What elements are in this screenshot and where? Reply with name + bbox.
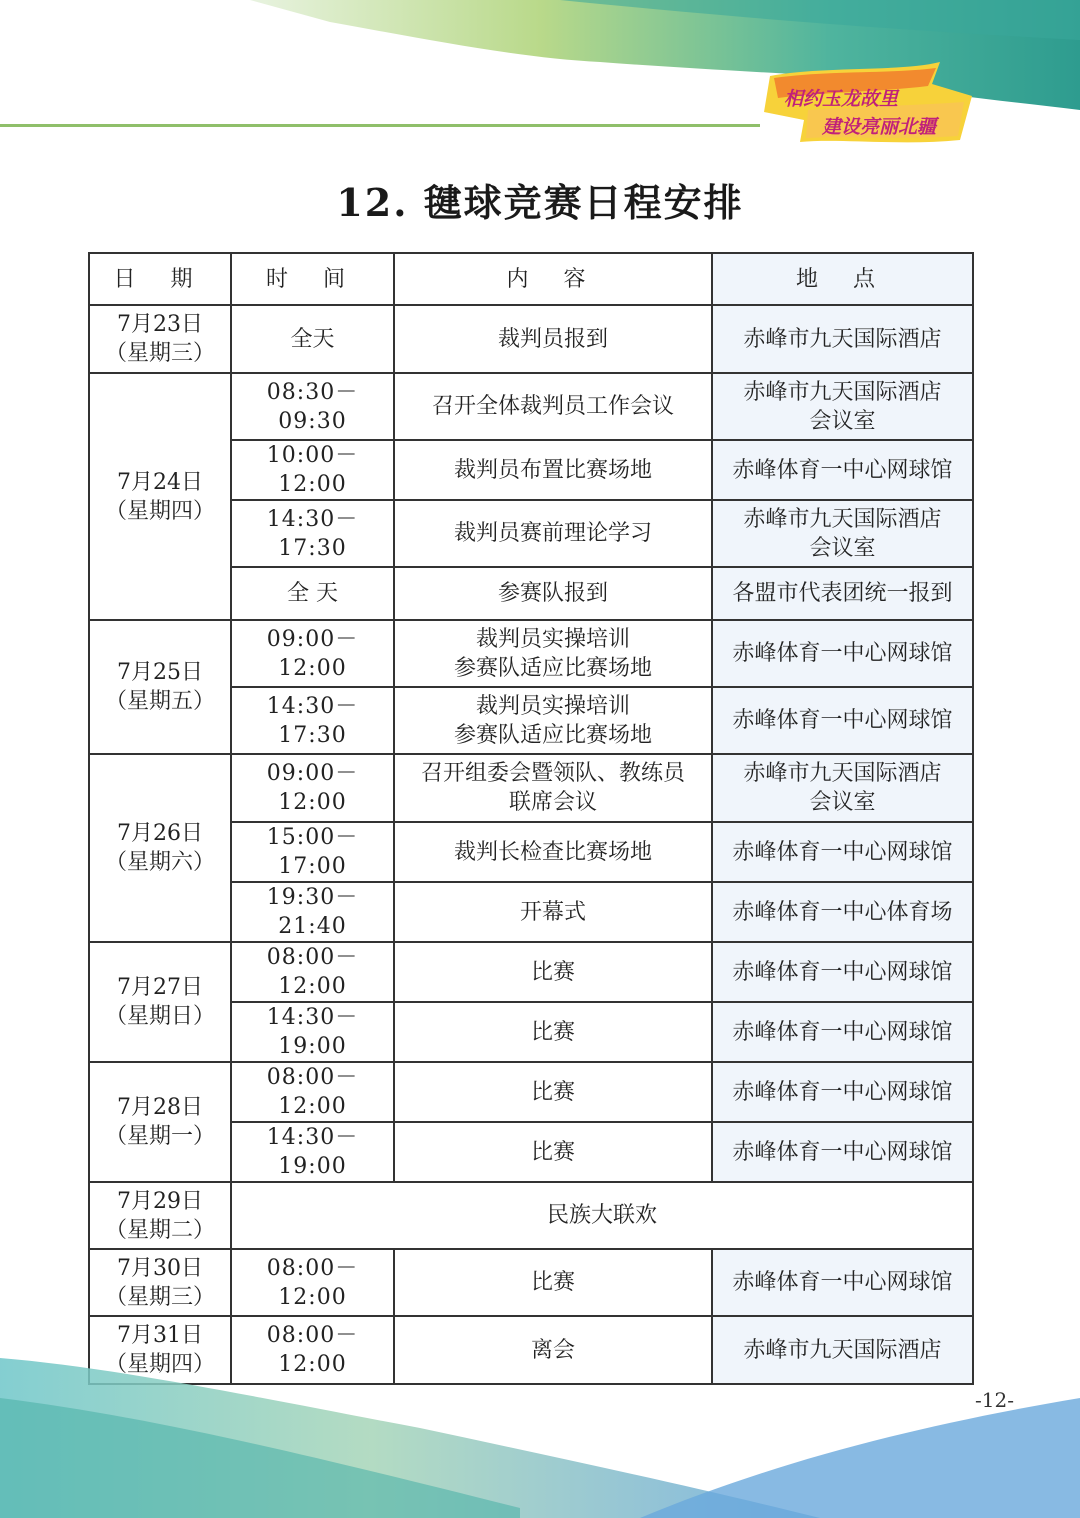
time-cell: 19:30－21:40 xyxy=(231,882,394,942)
schedule-table xyxy=(88,252,974,1385)
content-cell: 比赛 xyxy=(394,942,712,1002)
time-cell: 14:30－17:30 xyxy=(231,687,394,754)
venue-cell: 赤峰体育一中心网球馆 xyxy=(712,440,973,500)
content-cell: 裁判员赛前理论学习 xyxy=(394,500,712,567)
table-row xyxy=(89,754,973,822)
table-row xyxy=(89,305,973,373)
venue-cell: 赤峰体育一中心体育场 xyxy=(712,882,973,942)
content-cell: 比赛 xyxy=(394,1062,712,1122)
time-cell: 14:30－19:00 xyxy=(231,1002,394,1062)
content-cell: 裁判员布置比赛场地 xyxy=(394,440,712,500)
date-cell: 7月23日 （星期三） xyxy=(89,305,231,373)
venue-cell: 赤峰体育一中心网球馆 xyxy=(712,1002,973,1062)
table-row xyxy=(89,942,973,1002)
date-cell: 7月24日 （星期四） xyxy=(89,373,231,620)
venue-cell: 赤峰体育一中心网球馆 xyxy=(712,1122,973,1182)
page-number: -12- xyxy=(975,1388,1014,1412)
date-cell: 7月31日 （星期四） xyxy=(89,1316,231,1384)
time-cell: 09:00－12:00 xyxy=(231,754,394,822)
venue-cell: 赤峰体育一中心网球馆 xyxy=(712,1062,973,1122)
date-cell: 7月28日 （星期一） xyxy=(89,1062,231,1182)
time-cell: 08:00－12:00 xyxy=(231,1249,394,1316)
date-cell: 7月30日 （星期三） xyxy=(89,1249,231,1316)
time-cell: 08:30－09:30 xyxy=(231,373,394,440)
venue-cell: 赤峰体育一中心网球馆 xyxy=(712,942,973,1002)
venue-cell: 赤峰体育一中心网球馆 xyxy=(712,822,973,882)
venue-cell: 赤峰市九天国际酒店 会议室 xyxy=(712,373,973,440)
table-row xyxy=(89,373,973,440)
table-row xyxy=(89,1182,973,1249)
venue-cell: 赤峰市九天国际酒店 xyxy=(712,305,973,373)
time-cell: 14:30－19:00 xyxy=(231,1122,394,1182)
time-cell: 08:00－12:00 xyxy=(231,1062,394,1122)
header-content: 内 容 xyxy=(394,253,712,305)
slogan-line-1: 相约玉龙故里 xyxy=(784,88,899,110)
content-cell: 召开组委会暨领队、教练员 联席会议 xyxy=(394,754,712,822)
header-rule xyxy=(0,124,760,127)
page-title: 12. 毽球竞赛日程安排 xyxy=(336,180,744,225)
table-row xyxy=(89,1062,973,1122)
time-cell: 08:00－12:00 xyxy=(231,1316,394,1384)
venue-cell: 赤峰市九天国际酒店 会议室 xyxy=(712,500,973,567)
header-venue: 地 点 xyxy=(712,253,973,305)
time-cell: 全 天 xyxy=(231,567,394,620)
content-cell: 比赛 xyxy=(394,1002,712,1062)
table-row xyxy=(89,1249,973,1316)
content-cell: 比赛 xyxy=(394,1249,712,1316)
time-cell: 15:00－17:00 xyxy=(231,822,394,882)
venue-cell: 赤峰体育一中心网球馆 xyxy=(712,1249,973,1316)
time-cell: 全天 xyxy=(231,305,394,373)
date-cell: 7月27日 （星期日） xyxy=(89,942,231,1062)
slogan-banner xyxy=(760,62,980,146)
time-cell: 10:00－12:00 xyxy=(231,440,394,500)
header-time: 时 间 xyxy=(231,253,394,305)
content-cell: 开幕式 xyxy=(394,882,712,942)
content-cell: 比赛 xyxy=(394,1122,712,1182)
merged-event-cell: 民族大联欢 xyxy=(231,1182,973,1249)
content-cell: 离会 xyxy=(394,1316,712,1384)
time-cell: 08:00－12:00 xyxy=(231,942,394,1002)
time-cell: 09:00－12:00 xyxy=(231,620,394,687)
content-cell: 裁判长检查比赛场地 xyxy=(394,822,712,882)
venue-cell: 赤峰市九天国际酒店 会议室 xyxy=(712,754,973,822)
venue-cell: 赤峰市九天国际酒店 xyxy=(712,1316,973,1384)
content-cell: 裁判员实操培训 参赛队适应比赛场地 xyxy=(394,620,712,687)
venue-cell: 赤峰体育一中心网球馆 xyxy=(712,620,973,687)
header-date: 日 期 xyxy=(89,253,231,305)
table-row xyxy=(89,620,973,687)
venue-cell: 赤峰体育一中心网球馆 xyxy=(712,687,973,754)
footer-decoration xyxy=(0,1338,1080,1518)
date-cell: 7月26日 （星期六） xyxy=(89,754,231,942)
content-cell: 参赛队报到 xyxy=(394,567,712,620)
content-cell: 裁判员实操培训 参赛队适应比赛场地 xyxy=(394,687,712,754)
date-cell: 7月29日 （星期二） xyxy=(89,1182,231,1249)
slogan-line-2: 建设亮丽北疆 xyxy=(822,116,937,138)
content-cell: 召开全体裁判员工作会议 xyxy=(394,373,712,440)
content-cell: 裁判员报到 xyxy=(394,305,712,373)
date-cell: 7月25日 （星期五） xyxy=(89,620,231,754)
table-header-row xyxy=(89,253,973,305)
venue-cell: 各盟市代表团统一报到 xyxy=(712,567,973,620)
time-cell: 14:30－17:30 xyxy=(231,500,394,567)
